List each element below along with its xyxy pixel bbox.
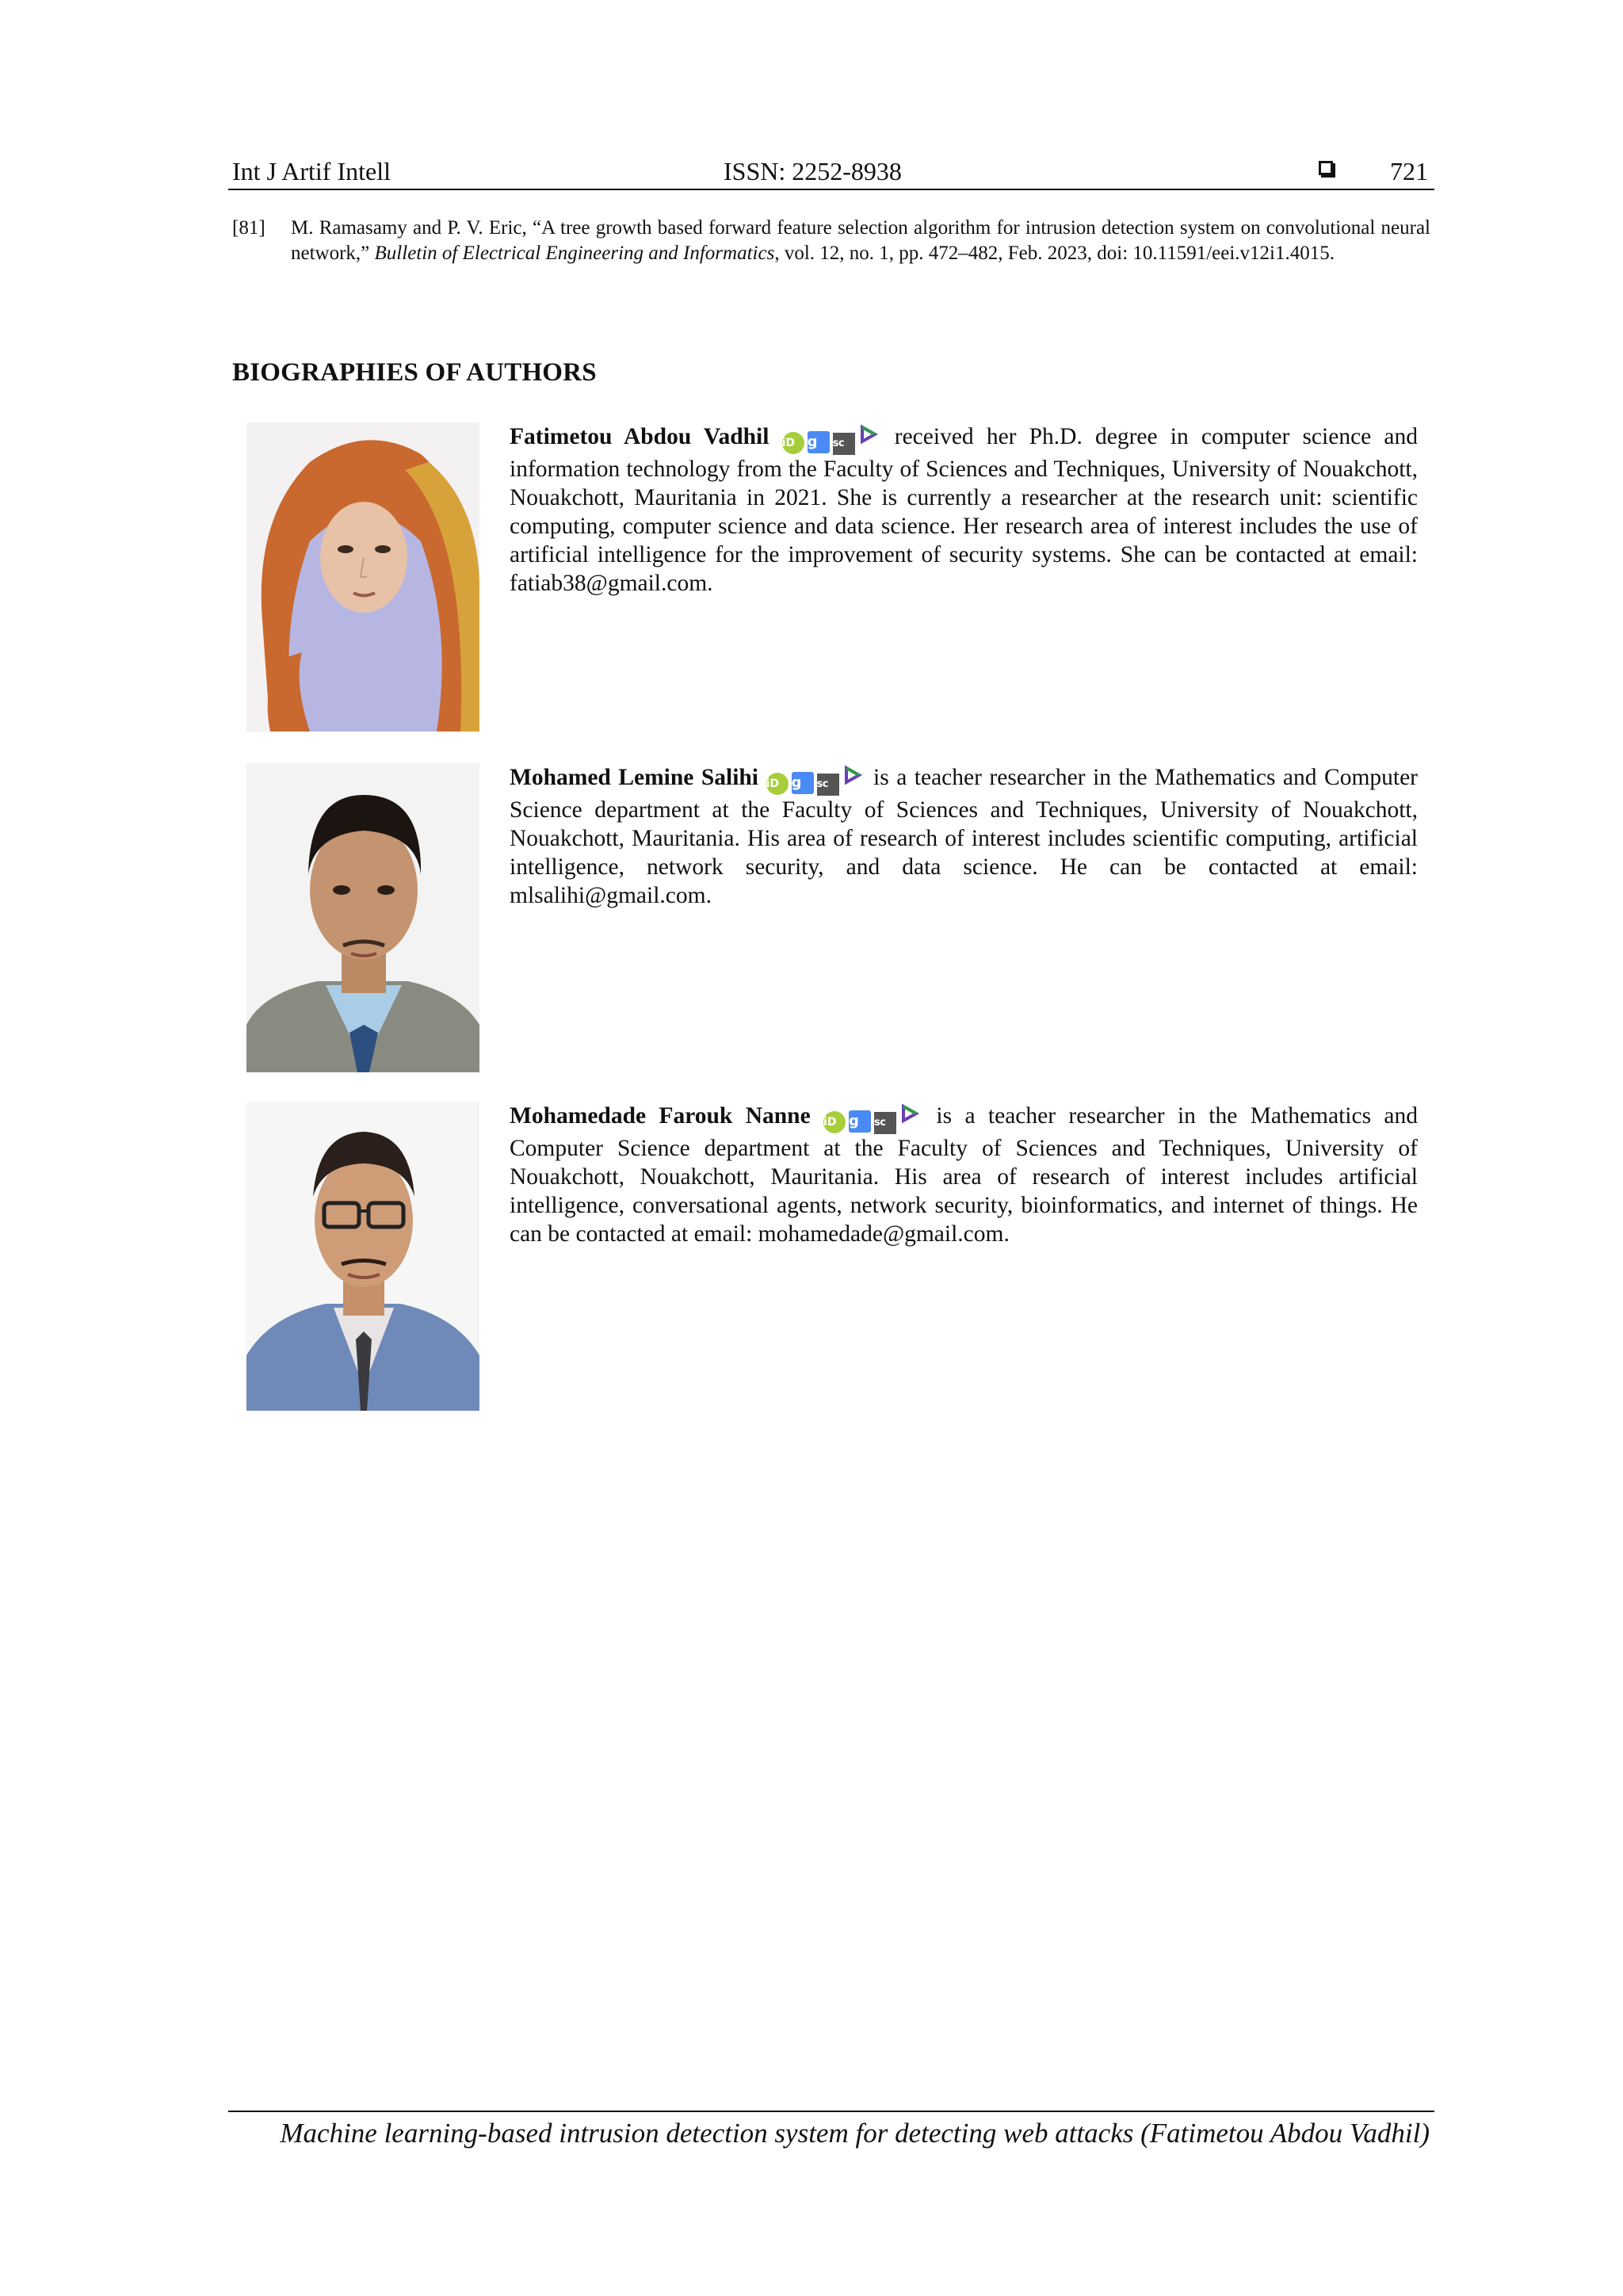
publons-icon[interactable] (858, 424, 879, 446)
section-heading: BIOGRAPHIES OF AUTHORS (232, 358, 597, 387)
google-scholar-icon[interactable]: g (792, 772, 814, 794)
running-header (232, 152, 1433, 190)
running-footer: Machine learning-based intrusion detection system for detecting web attacks (Fatimetou Abdou Vadhil) (280, 2118, 1430, 2149)
orcid-icon[interactable]: iD (823, 1111, 846, 1133)
publons-icon[interactable] (899, 1103, 920, 1125)
header-rule (228, 189, 1434, 190)
reference-text (291, 216, 1430, 266)
google-scholar-icon[interactable]: g (808, 431, 830, 453)
author-name: Mohamedade Farouk Nanne (510, 1103, 811, 1129)
orcid-icon[interactable]: iD (766, 773, 789, 795)
reference-text-before: M. Ramasamy and P. V. Eric, “A tree growth based forward feature selection algorithm for intrusion detection system on convolutional neural network,” (291, 217, 1430, 264)
checkbox-square-icon (1319, 161, 1333, 175)
author-photo (246, 763, 479, 1072)
reference-text-after: , vol. 12, no. 1, pp. 472–482, Feb. 2023, doi: 10.11591/eei.v12i1.4015. (774, 243, 1335, 264)
author-name: Mohamed Lemine Salihi (510, 765, 759, 790)
publons-icon[interactable] (842, 765, 863, 787)
author-bio-text (510, 763, 1418, 910)
reference-journal: Bulletin of Electrical Engineering and Informatics (374, 243, 775, 264)
page-number: 721 (1390, 157, 1428, 185)
orcid-icon[interactable]: iD (782, 432, 804, 454)
footer-rule (228, 2111, 1434, 2112)
author-bio: is a teacher researcher in the Mathematics and Computer Science department at the Faculty of Sciences and Techniques, University of Nouakchott, Nouakchott, Mauritania. His area of research of interest includes scientific computing, artificial intelligence, network security, and data science. He can be contacted at email: mlsalihi@gmail.com. (510, 765, 1419, 908)
author-photo (246, 422, 479, 732)
author-photo (246, 1102, 479, 1411)
reference-number: [81] (232, 217, 265, 239)
author-bio: is a teacher researcher in the Mathematics and Computer Science department at the Faculty of Sciences and Techniques, University of Nouakchott, Nouakchott, Mauritania. His area of research of interest includes artificial intelligence, conversational agents, network security, bioinformatics, and internet of things. He can be contacted at email: mohamedade@gmail.com. (510, 1103, 1419, 1247)
author-name: Fatimetou Abdou Vadhil (510, 424, 769, 449)
google-scholar-icon[interactable]: g (849, 1110, 871, 1133)
author-bio-text (510, 1102, 1418, 1248)
issn: ISSN: 2252-8938 (724, 157, 902, 185)
scopus-icon[interactable]: sc (874, 1112, 896, 1134)
author-bio-text (510, 422, 1418, 598)
reference-entry (232, 216, 1430, 266)
scopus-icon[interactable]: sc (817, 774, 839, 796)
journal-abbreviation: Int J Artif Intell (232, 157, 391, 185)
scopus-icon[interactable]: sc (833, 433, 855, 455)
author-bio: received her Ph.D. degree in computer science and information technology from the Faculty of Sciences and Techniques, University of Nouakchott, Nouakchott, Mauritania in 2021. She is currently a researcher at the research unit: scientific computing, computer science and data science. Her research area of interest includes the use of artificial intelligence for the improvement of security systems. She can be contacted at email: fatiab38@gmail.com. (510, 424, 1419, 596)
